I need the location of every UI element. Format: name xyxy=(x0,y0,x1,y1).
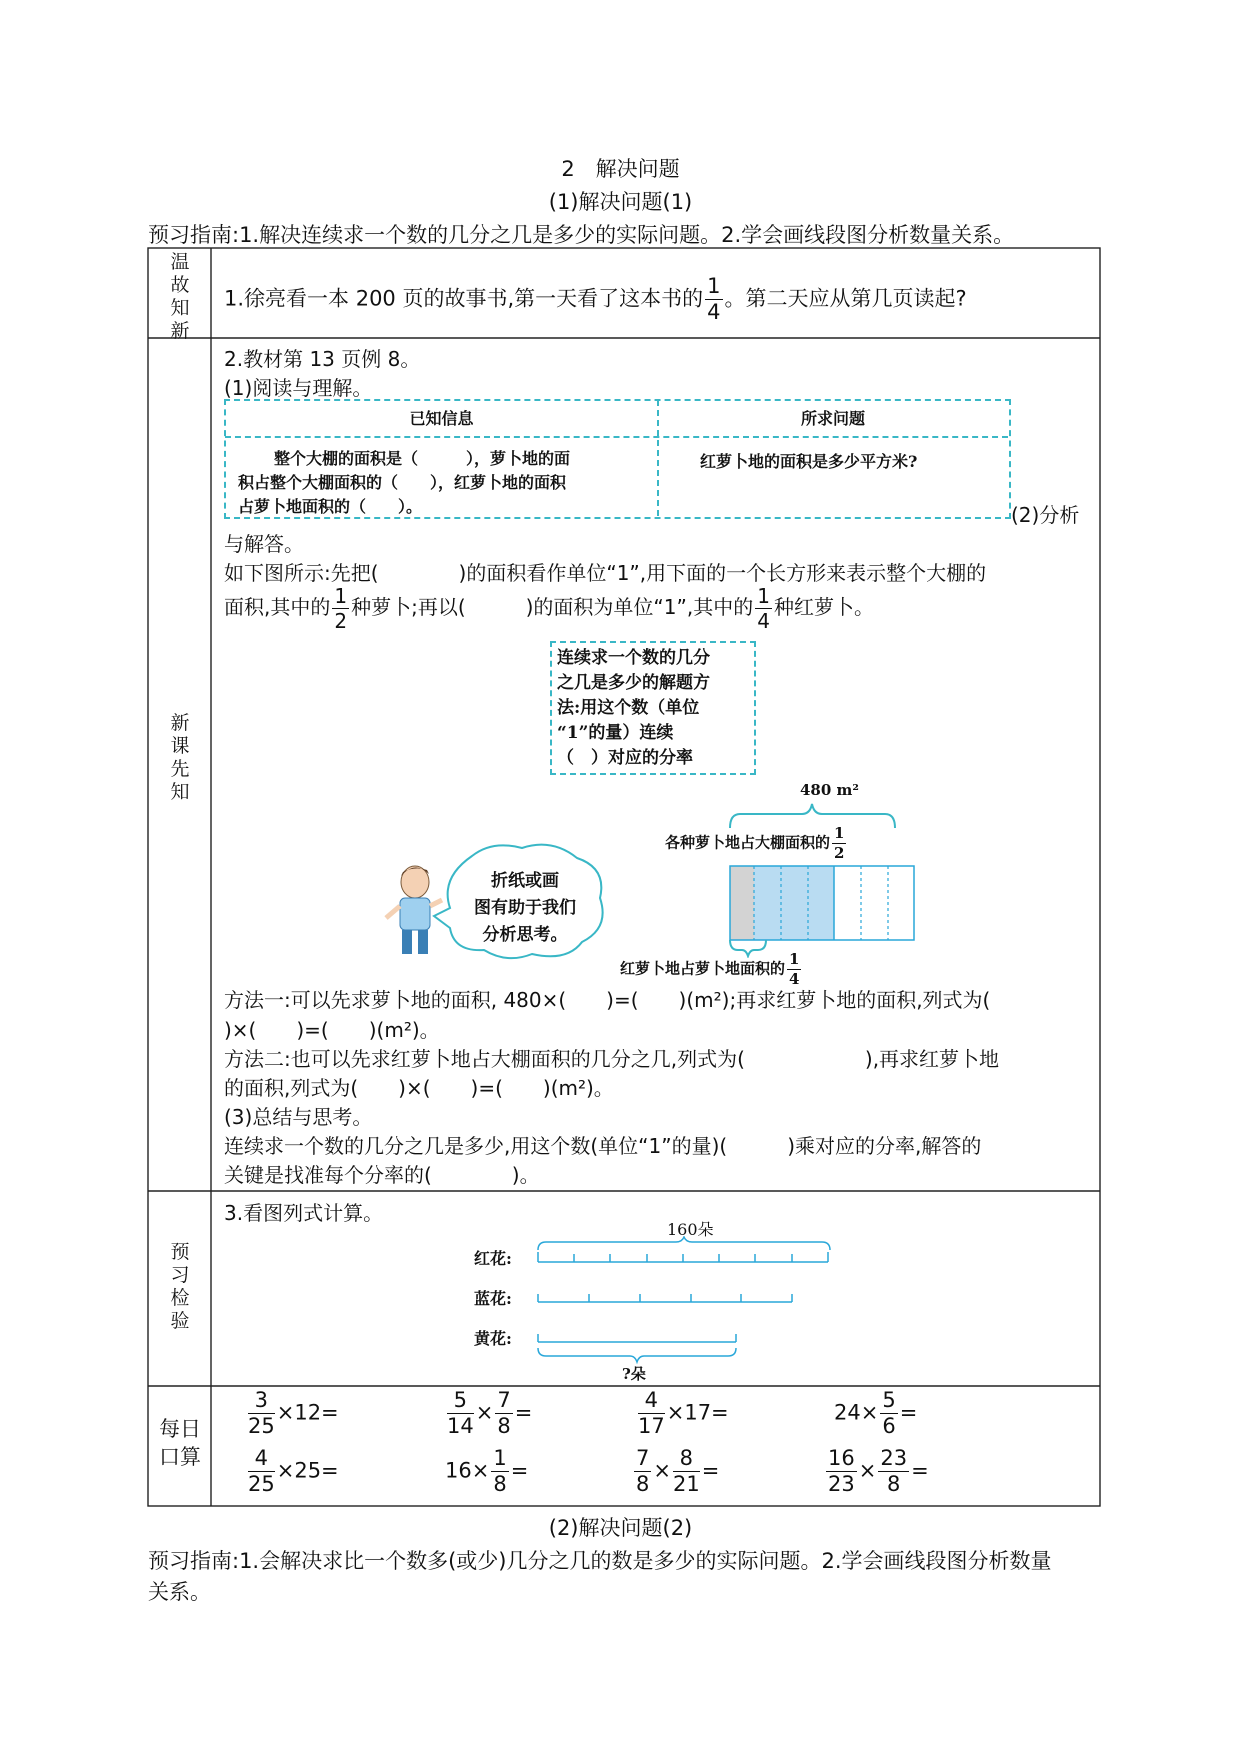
row-label-new-lesson: 新 课 先 知 xyxy=(170,712,190,803)
known-info-text: 整个大棚的面积是（ ），萝卜地的面 积占整个大棚面积的（ ），红萝卜地的面积 占萝卜地面积的（ ）。 xyxy=(238,449,571,516)
row-label-daily-calc: 每日 口算 xyxy=(159,1417,201,1469)
flower-segment-diagram xyxy=(530,1244,840,1384)
analysis-title-a: (2)分析 xyxy=(1011,503,1080,527)
analysis-line-1: 如下图所示:先把( )的面积看作单位“1”,用下面的一个长方形来表示整个大棚的 xyxy=(224,561,987,585)
calc-item: 16× $\frac{1}{8}$ = xyxy=(445,1446,529,1496)
analysis-line-2: 面积,其中的 $\frac{1}{2}$ 种萝卜;再以( )的面积为单位“1”,其中的 $\frac{1}{4}$ 种红萝卜。 xyxy=(224,584,874,633)
example-ref: 2.教材第 13 页例 8。 xyxy=(224,347,421,371)
row-label-preview-check: 预 习 检 验 xyxy=(170,1241,190,1332)
subsection-title-2: (2)解决问题(2) xyxy=(548,1516,693,1540)
diagram-top-label: 各种萝卜地占大棚面积的 $\frac{1}{2}$ xyxy=(665,824,845,862)
question-1: 1.徐亮看一本 200 页的故事书,第一天看了这本书的 $\frac{1}{4}$ 。第二天应从第几页读起? xyxy=(224,274,967,324)
method-2-line-2: 的面积,列式为( )×( )=( )(m²)。 xyxy=(224,1076,614,1100)
preview-guide: 预习指南:1.解决连续求一个数的几分之几是多少的实际问题。2.学会画线段图分析数量关系。 xyxy=(148,223,1015,247)
section-title: 2 解决问题 xyxy=(561,157,680,181)
known-info-header: 已知信息 xyxy=(409,409,474,428)
analysis-title-b: 与解答。 xyxy=(224,532,304,556)
info-table-divider xyxy=(225,436,1008,438)
total-flowers-label: 160朵 xyxy=(667,1220,714,1239)
subsection-title: (1)解决问题(1) xyxy=(548,190,693,214)
reading-title: (1)阅读与理解。 xyxy=(224,376,373,400)
calc-item: 24× $\frac{5}{6}$ = xyxy=(834,1388,918,1438)
calc-item: $\frac{4}{17}$ ×17= xyxy=(638,1388,729,1438)
blue-flower-label: 蓝花: xyxy=(474,1289,512,1308)
summary-line-1: 连续求一个数的几分之几是多少,用这个数(单位“1”的量)( )乘对应的分率,解答的 xyxy=(224,1134,982,1158)
diagram-bottom-label: 红萝卜地占萝卜地面积的 $\frac{1}{4}$ xyxy=(620,950,800,988)
red-flower-label: 红花: xyxy=(474,1249,512,1268)
row-label-review: 温 故 知 新 xyxy=(170,251,190,342)
calc-item: $\frac{3}{25}$ ×12= xyxy=(248,1388,339,1438)
calc-item: $\frac{4}{25}$ ×25= xyxy=(248,1446,339,1496)
calc-item: $\frac{16}{23}$ × $\frac{23}{8}$ = xyxy=(828,1446,929,1496)
summary-line-2: 关键是找准每个分率的( )。 xyxy=(224,1163,540,1187)
question-text: 红萝卜地的面积是多少平方米? xyxy=(700,452,918,471)
calc-item: $\frac{5}{14}$ × $\frac{7}{8}$ = xyxy=(447,1388,533,1438)
method-1-line-2: )×( )=( )(m²)。 xyxy=(224,1018,440,1042)
question-header: 所求问题 xyxy=(800,409,865,428)
diagram-total-label: 480 m² xyxy=(800,781,859,799)
preview-guide-2-line-1: 预习指南:1.会解决求比一个数多(或少)几分之几的数是多少的实际问题。2.学会画线段图分析数量 xyxy=(148,1549,1052,1573)
method-tip-box: 连续求一个数的几分 之几是多少的解题方 法:用这个数（单位 “1”的量）连续 （ ）对应的分率 xyxy=(550,641,756,775)
preview-guide-2-line-2: 关系。 xyxy=(148,1580,211,1604)
speech-bubble-text: 折纸或画 图有助于我们 分析思考。 xyxy=(474,871,576,945)
calc-item: $\frac{7}{8}$ × $\frac{8}{21}$ = xyxy=(636,1446,720,1496)
method-2-line-1: 方法二:也可以先求红萝卜地占大棚面积的几分之几,列式为( ),再求红萝卜地 xyxy=(224,1047,1000,1071)
unknown-flowers-label: ?朵 xyxy=(622,1365,646,1383)
method-1-line-1: 方法一:可以先求萝卜地的面积, 480×( )=( )(m²);再求红萝卜地的面积,列式为( xyxy=(224,988,991,1012)
exercise-3-title: 3.看图列式计算。 xyxy=(224,1201,384,1225)
yellow-flower-label: 黄花: xyxy=(474,1329,512,1348)
summary-title: (3)总结与思考。 xyxy=(224,1105,373,1129)
diagram-rectangle xyxy=(728,864,918,944)
